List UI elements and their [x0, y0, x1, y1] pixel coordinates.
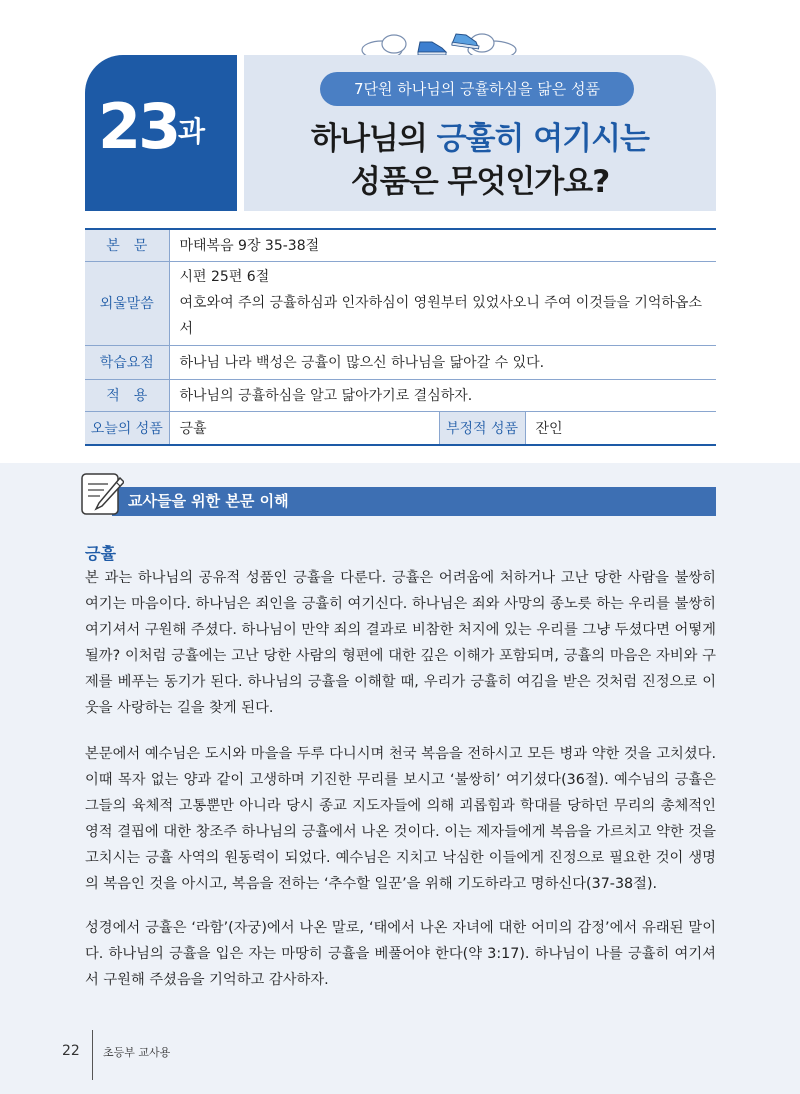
book-label: 초등부 교사용 [103, 1046, 171, 1059]
memory-ref: 시편 25편 6절 [179, 269, 270, 285]
section-title: 교사들을 위한 본문 이해 [128, 492, 289, 510]
info-row-virtue [85, 411, 716, 445]
lesson-number: 23 [98, 90, 179, 163]
page-title-line1 [244, 120, 716, 158]
subheading: 긍휼 [85, 544, 116, 563]
info-row-memory [85, 261, 716, 345]
unit-label: 7단원 하나님의 긍휼하심을 닮은 성품 [320, 72, 634, 106]
memory-label: 외울말씀 [85, 261, 169, 345]
footer-divider [92, 1030, 93, 1080]
paragraph-3: 성경에서 긍휼은 ‘라함’(자궁)에서 나온 말로, ‘태에서 나온 자녀에 대한 어미의 감정’에서 유래된 말이다. 하나님의 긍휼을 입은 자는 마땅히 긍휼을 베풀어야 한다(약 3:17). 하나님이 나를 긍휼히 여기셔서 구원해 주셨음을 기억하고 감사하자. [85, 920, 716, 988]
paragraph-2: 본문에서 예수님은 도시와 마을을 두루 다니시며 천국 복음을 전하시고 모든 병과 약한 것을 고치셨다. 이때 목자 없는 양과 같이 고생하며 기진한 무리를 보시고 ‘불쌍히’ 여기셨다(36절). 예수님의 긍휼은 그들의 육체적 고통뿐만 아니라 당시 종교 지도자들에 의해 괴롭힘과 학대를 당하던 무리의 총체적인 영적 결핍에 대한 창조주 하나님의 긍휼에서 나온 것이다. 이는 제자들에게 복음을 가르치고 약한 것을 고치시는 긍휼 사역의 원동력이 되었다. 예수님은 지치고 낙심한 이들에게 진정으로 필요한 것이 생명의 복음인 것을 아시고, 복음을 전하는 ‘추수할 일꾼’을 위해 기도하라고 명하신다(37-38절). [85, 746, 716, 892]
negative-value: 잔인 [525, 411, 716, 445]
point-label: 학습요점 [85, 345, 169, 379]
lesson-info-table [85, 228, 716, 446]
lesson-suffix: 과 [178, 115, 206, 148]
point-value: 하나님 나라 백성은 긍휼이 많으신 하나님을 닮아갈 수 있다. [169, 345, 716, 379]
page-title-line2: 성품은 무엇인가요? [350, 164, 610, 200]
paragraph-1: 본 과는 하나님의 공유적 성품인 긍휼을 다룬다. 긍휼은 어려움에 처하거나 고난 당한 사람을 불쌍히 여기는 마음이다. 하나님은 죄인을 긍휼히 여기신다. 하나님은 죄와 사망의 종노릇 하는 우리를 불쌍히 여기셔서 구원해 주셨다. 하나님이 만약 죄의 결과로 비참한 처지에 있는 우리를 그냥 두셨다면 어떻게 될까? 이처럼 긍휼에는 고난 당한 사람의 형편에 대한 깊은 이해가 포함되며, 긍휼의 마음은 자비와 구제를 베푸는 동기가 된다. 하나님의 긍휼을 이해할 때, 우리가 긍휼히 여김을 받은 것처럼 진정으로 이웃을 사랑하는 길을 찾게 된다. [85, 570, 716, 716]
title-prefix: 하나님의 [311, 121, 437, 157]
negative-label: 부정적 성품 [439, 411, 525, 445]
title-highlight: 긍휼히 여기시는 [436, 121, 649, 157]
info-row-point [85, 345, 716, 379]
fountain-pen-icon [80, 472, 124, 518]
memory-verse: 여호와여 주의 긍휼하심과 인자하심이 영원부터 있었사오니 주여 이것들을 기억하옵소서 [179, 295, 702, 337]
info-row-text [85, 229, 716, 261]
virtue-label: 오늘의 성품 [85, 411, 169, 445]
apply-value: 하나님의 긍휼하심을 알고 닮아가기로 결심하자. [169, 379, 716, 411]
page-number: 22 [62, 1043, 80, 1059]
virtue-value: 긍휼 [169, 411, 439, 445]
text-value: 마태복음 9장 35-38절 [169, 229, 716, 261]
apply-label: 적 용 [85, 379, 169, 411]
info-row-apply [85, 379, 716, 411]
text-label: 본 문 [85, 229, 169, 261]
